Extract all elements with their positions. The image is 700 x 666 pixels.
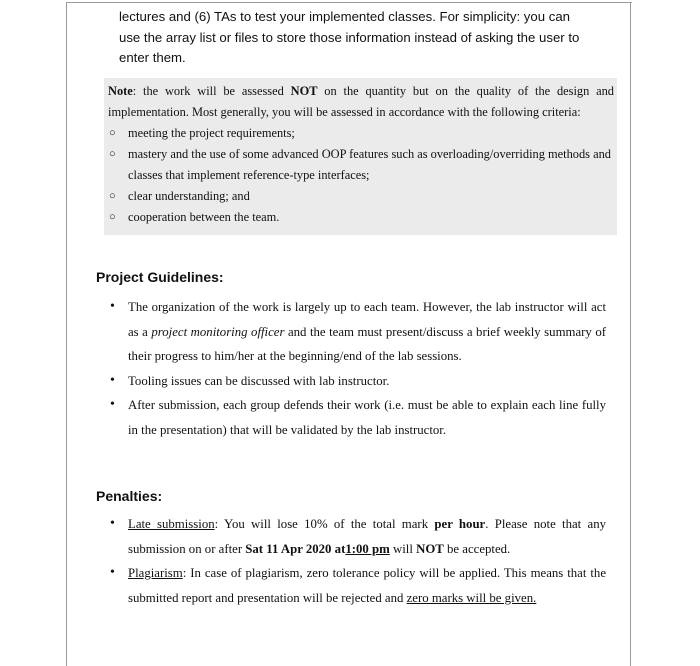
hollow-bullet-icon: ○ — [109, 148, 116, 160]
intro-line: enter them. — [119, 50, 186, 65]
penalties-heading: Penalties: — [96, 488, 163, 504]
note-text: Note: the work will be assessed NOT on the quantity but on the quality of the design and implementation. Most generally, you will be assessed in accordance with the following criteria: — [108, 84, 614, 119]
late-submission-label: Late submission — [128, 517, 215, 531]
intro-line: use the array list or files to store those information instead of asking the user to — [119, 29, 580, 45]
guidelines-heading: Project Guidelines: — [96, 269, 224, 285]
deadline-date: Sat 11 Apr 2020 — [245, 541, 332, 556]
intro-line: lectures and (6) TAs to test your implemented classes. For simplicity: you can — [119, 9, 570, 24]
note-box — [104, 78, 617, 235]
guideline-item: • Tooling issues can be discussed with lab instructor. — [104, 369, 606, 394]
deadline-time: 1:00 pm — [345, 541, 390, 556]
penalty-item: • Plagiarism: In case of plagiarism, zero tolerance policy will be applied. This means that the submitted report and presentation will be rejected and zero marks will be given. — [104, 561, 606, 610]
criteria-item: ○ cooperation between the team. — [104, 207, 617, 228]
criteria-item: ○ clear understanding; and — [104, 186, 617, 207]
note-not: NOT — [290, 84, 318, 98]
guidelines-list — [104, 295, 606, 442]
criteria-list — [104, 123, 617, 228]
zero-marks-text: zero marks will be given. — [406, 590, 537, 605]
penalty-item: • Late submission: You will lose 10% of the total mark per hour. Please note that any submission on or after Sat 11 Apr 2020 at1:00 pm will NOT be accepted. — [104, 512, 606, 561]
criteria-item: ○ mastery and the use of some advanced OOP features such as overloading/overriding methods and classes that implement reference-type interfaces; — [104, 144, 617, 186]
bullet-icon: • — [110, 516, 115, 531]
note-label: Note — [108, 84, 133, 98]
bullet-icon: • — [110, 397, 115, 412]
guideline-item: • The organization of the work is largely up to each team. However, the lab instructor will act as a project monitoring officer and the team must present/discuss a brief weekly summary of their progress to him/her at the beginning/end of the lab sessions. — [104, 295, 606, 369]
hollow-bullet-icon: ○ — [109, 190, 116, 202]
page-right-border — [630, 2, 631, 666]
plagiarism-label: Plagiarism — [128, 566, 183, 580]
intro-paragraph — [119, 7, 599, 69]
bullet-icon: • — [110, 565, 115, 580]
hollow-bullet-icon: ○ — [109, 211, 116, 223]
bullet-icon: • — [110, 372, 115, 388]
criteria-item: ○ meeting the project requirements; — [104, 123, 617, 144]
guideline-item: • After submission, each group defends their work (i.e. must be able to explain each line fully in the presentation) that will be validated by the lab instructor. — [104, 393, 606, 442]
hollow-bullet-icon: ○ — [109, 127, 116, 139]
emphasis: project monitoring officer — [151, 324, 285, 339]
penalties-list — [104, 512, 606, 610]
page-left-border — [66, 2, 67, 666]
bullet-icon: • — [110, 299, 115, 314]
page-top-border — [66, 2, 632, 3]
